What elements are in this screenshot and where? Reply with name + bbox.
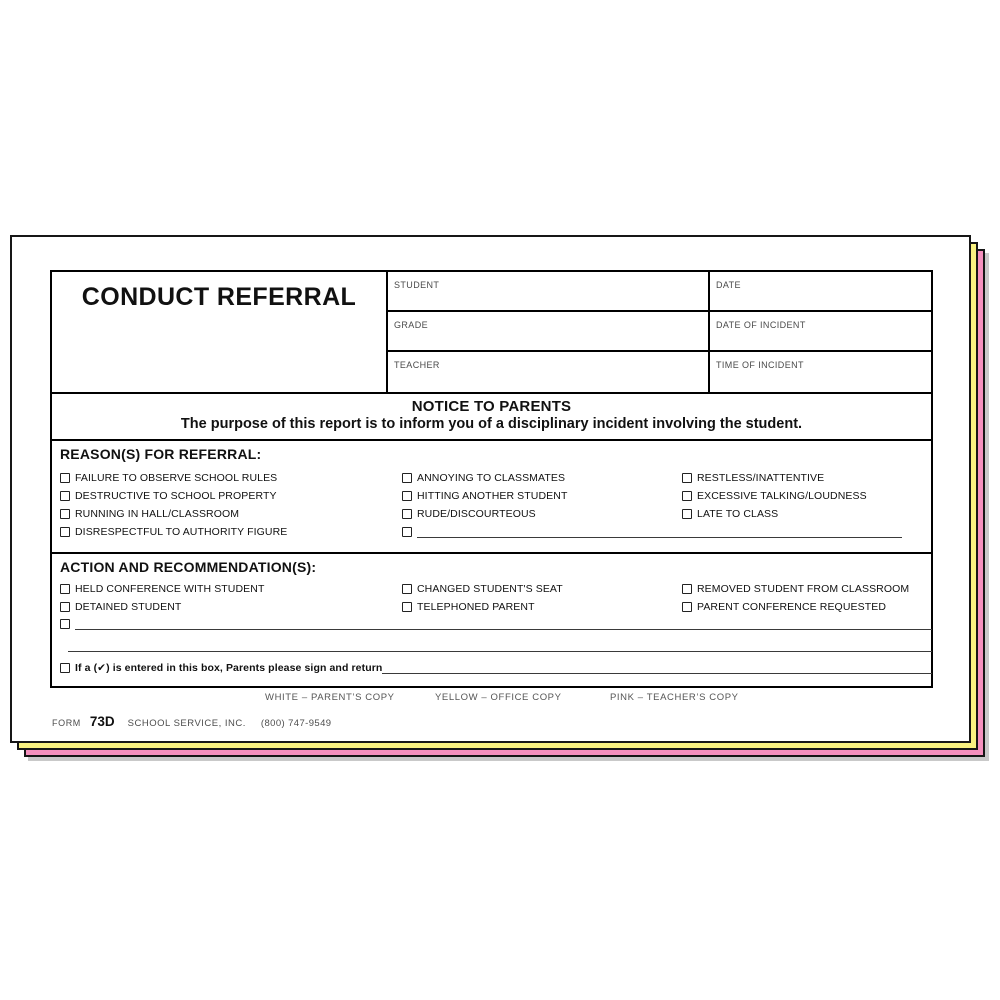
checkbox-item bbox=[60, 472, 277, 484]
teacher-field[interactable] bbox=[388, 352, 710, 392]
checkbox[interactable] bbox=[402, 527, 412, 537]
parent-sign-row bbox=[60, 662, 932, 674]
pink-copy-label: PINK – TEACHER’S COPY bbox=[610, 692, 739, 703]
student-field-label: STUDENT bbox=[394, 280, 440, 290]
checkbox[interactable] bbox=[60, 491, 70, 501]
checkbox-item bbox=[60, 583, 264, 595]
form-footer bbox=[52, 714, 331, 729]
parent-sign-label: If a (✔) is entered in this box, Parents please sign and return bbox=[75, 662, 383, 674]
checkbox-item bbox=[402, 508, 536, 520]
teacher-field-label: TEACHER bbox=[394, 360, 440, 370]
checkbox-label: HELD CONFERENCE WITH STUDENT bbox=[75, 583, 265, 595]
checkbox[interactable] bbox=[60, 602, 70, 612]
other-action-write-in-line[interactable] bbox=[75, 618, 932, 630]
checkbox[interactable] bbox=[60, 619, 70, 629]
conduct-referral-form bbox=[10, 235, 971, 743]
checkbox[interactable] bbox=[682, 509, 692, 519]
notice-to-parents-section bbox=[52, 392, 931, 439]
checkbox[interactable] bbox=[402, 491, 412, 501]
company-phone: (800) 747-9549 bbox=[260, 718, 332, 729]
white-copy-label: WHITE – PARENT’S COPY bbox=[265, 692, 395, 703]
date-field-label: DATE bbox=[716, 280, 741, 290]
checkbox[interactable] bbox=[60, 527, 70, 537]
checkbox-label: DETAINED STUDENT bbox=[75, 601, 182, 613]
reasons-heading: REASON(S) FOR REFERRAL: bbox=[60, 446, 262, 462]
continuation-line-row bbox=[68, 640, 932, 652]
checkbox[interactable] bbox=[402, 584, 412, 594]
checkbox[interactable] bbox=[682, 473, 692, 483]
checkbox[interactable] bbox=[402, 509, 412, 519]
checkbox[interactable] bbox=[682, 584, 692, 594]
form-table bbox=[50, 270, 933, 688]
yellow-copy-label: YELLOW – OFFICE COPY bbox=[435, 692, 562, 703]
notice-heading: NOTICE TO PARENTS bbox=[411, 398, 572, 415]
checkbox-label: PARENT CONFERENCE REQUESTED bbox=[697, 601, 887, 613]
checkbox-label: DESTRUCTIVE TO SCHOOL PROPERTY bbox=[75, 490, 277, 502]
checkbox-item bbox=[682, 601, 886, 613]
actions-section bbox=[52, 552, 931, 686]
time-of-incident-field-label: TIME OF INCIDENT bbox=[716, 360, 804, 370]
checkbox-item bbox=[682, 583, 909, 595]
checkbox-label: EXCESSIVE TALKING/LOUDNESS bbox=[697, 490, 867, 502]
checkbox-label: FAILURE TO OBSERVE SCHOOL RULES bbox=[75, 472, 278, 484]
checkbox-item bbox=[402, 490, 567, 502]
checkbox[interactable] bbox=[682, 602, 692, 612]
checkbox[interactable] bbox=[402, 602, 412, 612]
company-name: SCHOOL SERVICE, INC. bbox=[127, 718, 246, 729]
grade-field-label: GRADE bbox=[394, 320, 429, 330]
checkbox-item bbox=[402, 583, 563, 595]
copy-legend bbox=[50, 692, 933, 706]
checkbox[interactable] bbox=[60, 584, 70, 594]
form-header bbox=[52, 272, 931, 392]
checkbox-item bbox=[60, 490, 277, 502]
checkbox-label: HITTING ANOTHER STUDENT bbox=[417, 490, 568, 502]
checkbox-item bbox=[682, 472, 824, 484]
checkbox-label: RUDE/DISCOURTEOUS bbox=[417, 508, 536, 520]
checkbox-label: RUNNING IN HALL/CLASSROOM bbox=[75, 508, 240, 520]
checkbox[interactable] bbox=[60, 509, 70, 519]
date-of-incident-field[interactable] bbox=[710, 312, 931, 352]
time-of-incident-field[interactable] bbox=[710, 352, 931, 392]
checkbox-label: REMOVED STUDENT FROM CLASSROOM bbox=[697, 583, 910, 595]
other-reason-row bbox=[402, 526, 902, 538]
checkbox-label: LATE TO CLASS bbox=[697, 508, 779, 520]
other-reason-write-in-line[interactable] bbox=[417, 526, 902, 538]
checkbox-label: CHANGED STUDENT'S SEAT bbox=[417, 583, 563, 595]
other-action-row bbox=[60, 618, 932, 630]
continuation-write-in-line[interactable] bbox=[68, 640, 932, 652]
notice-body: The purpose of this report is to inform you of a disciplinary incident involving the student. bbox=[180, 416, 803, 432]
checkbox[interactable] bbox=[60, 473, 70, 483]
form-label: FORM bbox=[52, 718, 81, 728]
date-field[interactable] bbox=[710, 272, 931, 312]
checkbox[interactable] bbox=[682, 491, 692, 501]
checkbox-item bbox=[60, 526, 287, 538]
parent-signature-line[interactable] bbox=[382, 662, 932, 674]
checkbox-label: DISRESPECTFUL TO AUTHORITY FIGURE bbox=[75, 526, 288, 538]
checkbox[interactable] bbox=[60, 663, 70, 673]
grade-field[interactable] bbox=[388, 312, 710, 352]
reasons-section bbox=[52, 439, 931, 552]
checkbox-item bbox=[682, 508, 778, 520]
form-title: CONDUCT REFERRAL bbox=[81, 283, 357, 311]
checkbox-item bbox=[60, 601, 181, 613]
checkbox-label: RESTLESS/INATTENTIVE bbox=[697, 472, 825, 484]
form-title-cell bbox=[52, 272, 388, 392]
student-field[interactable] bbox=[388, 272, 710, 312]
checkbox-item bbox=[402, 472, 565, 484]
checkbox[interactable] bbox=[402, 473, 412, 483]
checkbox-item bbox=[682, 490, 867, 502]
checkbox-label: ANNOYING TO CLASSMATES bbox=[417, 472, 566, 484]
actions-heading: ACTION AND RECOMMENDATION(S): bbox=[60, 559, 317, 575]
checkbox-label: TELEPHONED PARENT bbox=[417, 601, 535, 613]
checkbox-item bbox=[402, 601, 535, 613]
form-number: 73D bbox=[89, 714, 115, 729]
date-of-incident-field-label: DATE OF INCIDENT bbox=[716, 320, 806, 330]
checkbox-item bbox=[60, 508, 239, 520]
